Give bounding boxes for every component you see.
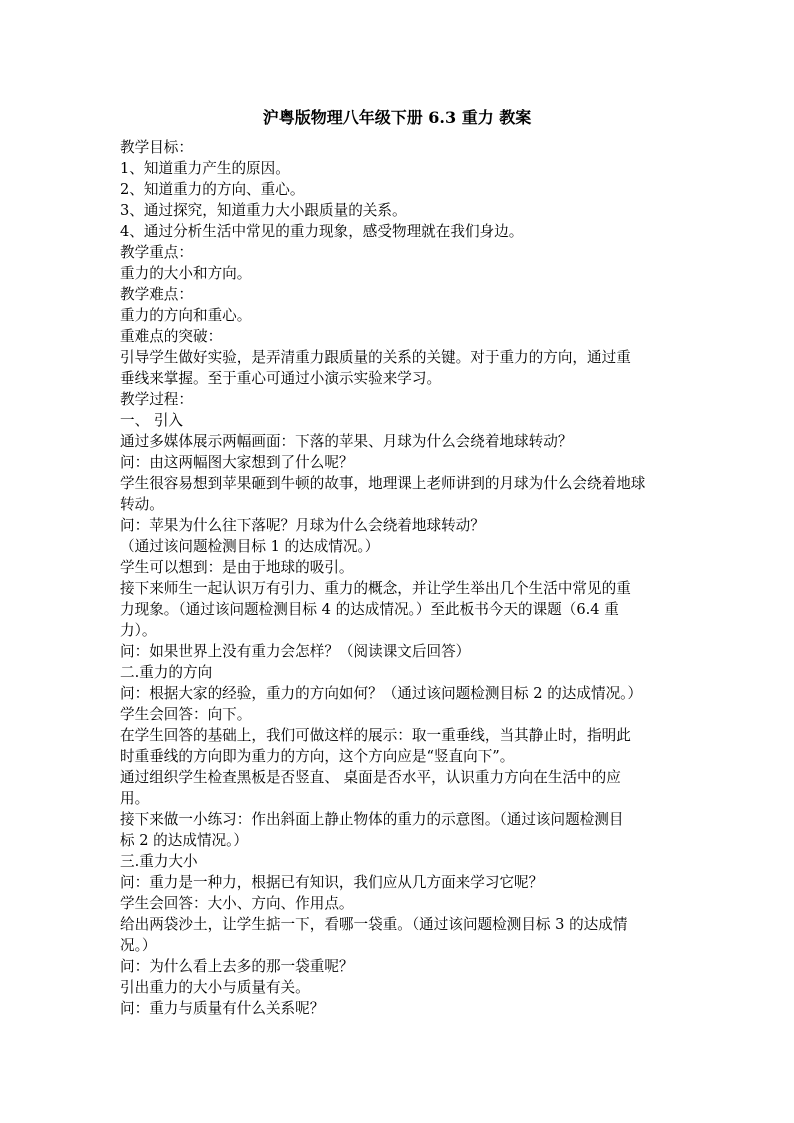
text-line: 教学重点：	[120, 244, 193, 261]
text-line: 一、 引入	[120, 412, 184, 429]
text-line: 接下来做一小练习：作出斜面上静止物体的重力的示意图。（通过该问题检测目	[120, 811, 624, 828]
text-line: 学生会回答：向下。	[120, 706, 252, 723]
text-line: 学生很容易想到苹果砸到牛顿的故事，地理课上老师讲到的月球为什么会绕着地球	[120, 475, 646, 492]
text-line: 标 2 的达成情况。）	[120, 832, 249, 849]
text-line: 教学过程：	[120, 391, 193, 408]
text-line: 学生可以想到：是由于地球的吸引。	[120, 559, 354, 576]
text-line: 用。	[120, 790, 150, 807]
text-line: 4、通过分析生活中常见的重力现象，感受物理就在我们身边。	[120, 223, 524, 240]
text-line: 给出两袋沙土，让学生掂一下，看哪一袋重。（通过该问题检测目标 3 的达成情	[120, 916, 628, 933]
document-title: 沪粤版物理八年级下册 6.3 重力 教案	[262, 108, 532, 127]
text-line: 教学难点：	[120, 286, 193, 303]
text-line: 2、知道重力的方向、重心。	[120, 181, 305, 198]
text-line: 三.重力大小	[120, 853, 198, 870]
text-line: 通过组织学生检查黑板是否竖直、 桌面是否水平，认识重力方向在生活中的应	[120, 769, 621, 786]
text-line: 问：重力与质量有什么关系呢？	[120, 1000, 325, 1017]
text-line: 引导学生做好实验，是弄清重力跟质量的关系的关键。对于重力的方向，通过重	[120, 349, 631, 366]
text-line: 转动。	[120, 496, 164, 513]
text-line: 在学生回答的基础上，我们可做这样的展示：取一重垂线，当其静止时，指明此	[120, 727, 631, 744]
text-line: 垂线来掌握。至于重心可通过小演示实验来学习。	[120, 370, 442, 387]
text-line: 问：根据大家的经验，重力的方向如何？（通过该问题检测目标 2 的达成情况。）	[120, 685, 643, 702]
text-line: 重难点的突破：	[120, 328, 223, 345]
text-line: 接下来师生一起认识万有引力、重力的概念，并让学生举出几个生活中常见的重	[120, 580, 631, 597]
text-line: 二.重力的方向	[120, 664, 213, 681]
text-line: 问：为什么看上去多的那一袋重呢？	[120, 958, 354, 975]
text-line: 力）。	[120, 622, 157, 639]
text-line: 时重垂线的方向即为重力的方向，这个方向应是“竖直向下”。	[120, 748, 515, 765]
text-line: 教学目标：	[120, 139, 193, 156]
text-line: 重力的大小和方向。	[120, 265, 252, 282]
text-line: 重力的方向和重心。	[120, 307, 252, 324]
text-line: 问：由这两幅图大家想到了什么呢？	[120, 454, 354, 471]
text-line: 3、通过探究，知道重力大小跟质量的关系。	[120, 202, 407, 219]
text-line: 问：苹果为什么往下落呢？月球为什么会绕着地球转动？	[120, 517, 485, 534]
text-line: 问：重力是一种力，根据已有知识，我们应从几方面来学习它呢？	[120, 874, 544, 891]
text-line: 况。）	[120, 937, 157, 954]
document-body	[120, 137, 676, 1019]
text-line: 力现象。（通过该问题检测目标 4 的达成情况。）至此板书今天的课题（6.4 重	[120, 601, 619, 618]
text-line: 问：如果世界上没有重力会怎样？（阅读课文后回答）	[120, 643, 471, 660]
text-line: 学生会回答：大小、方向、作用点。	[120, 895, 354, 912]
text-line: 通过多媒体展示两幅画面：下落的苹果、月球为什么会绕着地球转动？	[120, 433, 573, 450]
text-line: 1、知道重力产生的原因。	[120, 160, 290, 177]
text-line: （通过该问题检测目标 1 的达成情况。）	[120, 538, 380, 555]
text-line: 引出重力的大小与质量有关。	[120, 979, 310, 996]
